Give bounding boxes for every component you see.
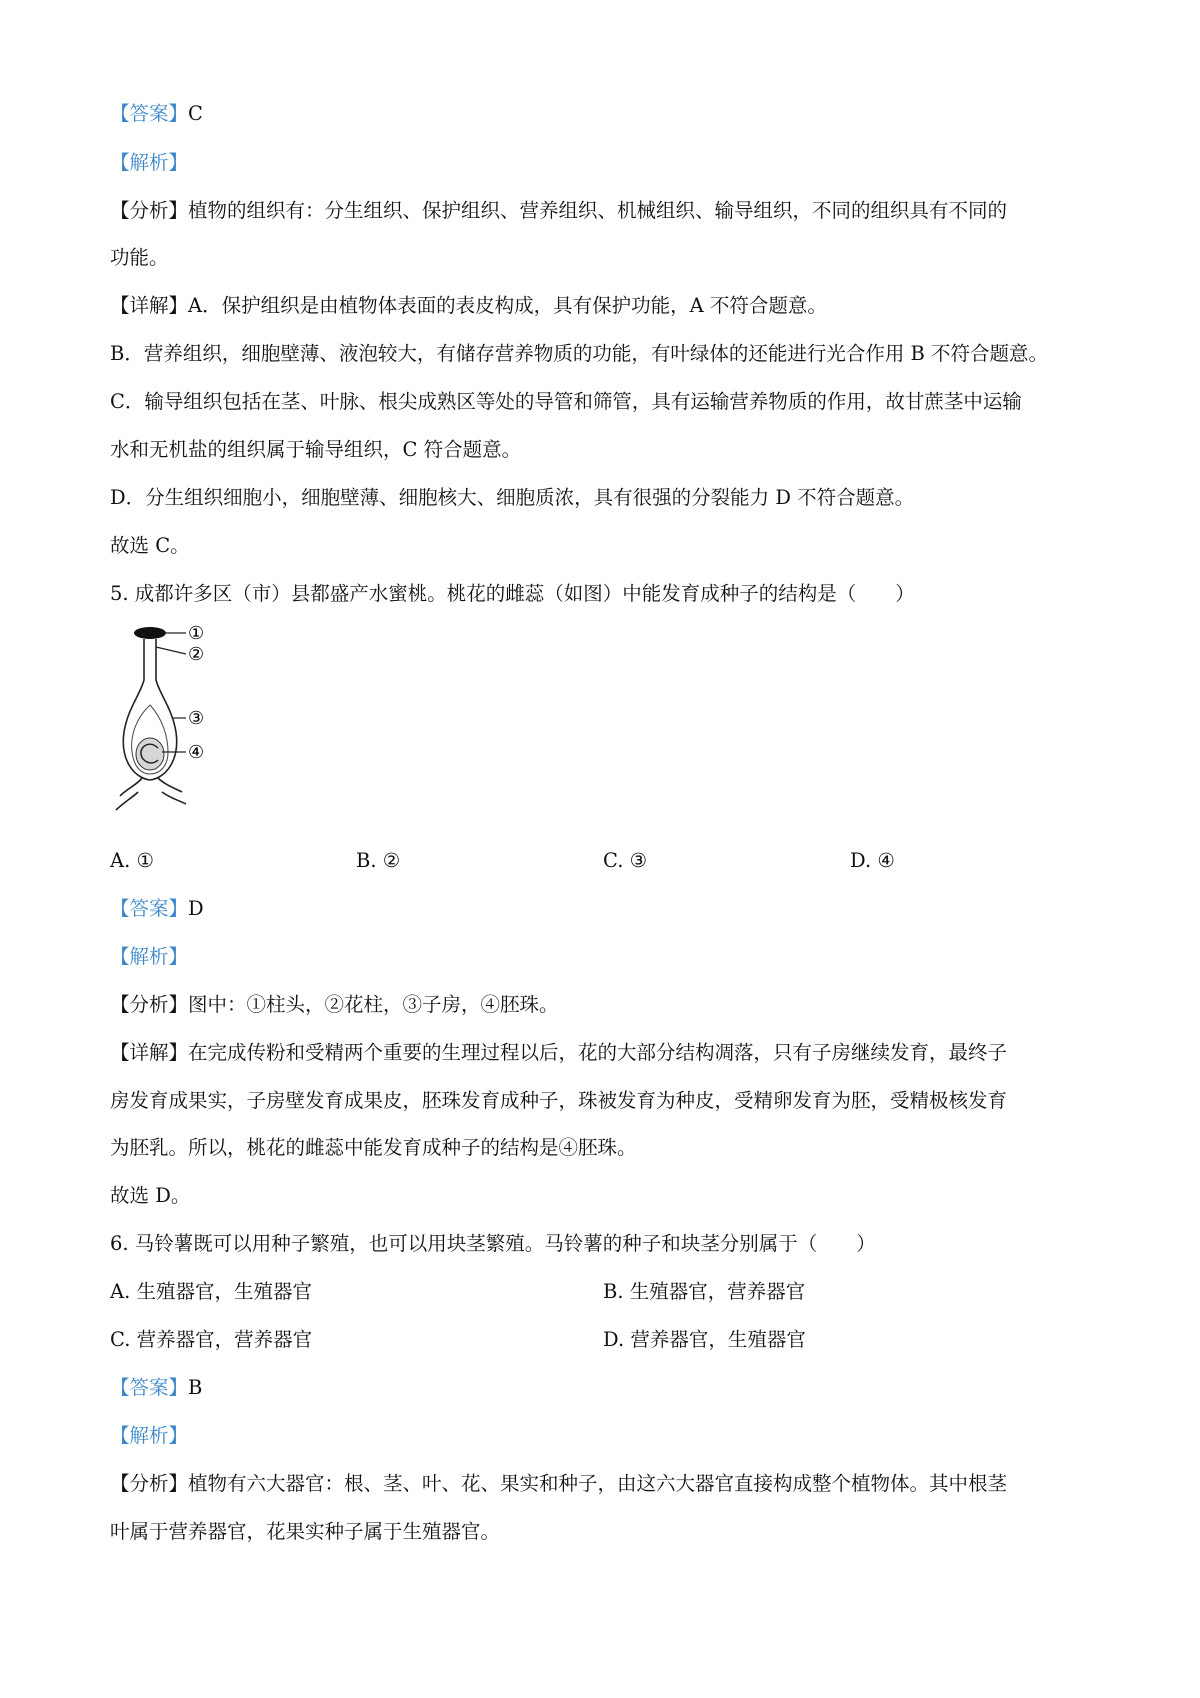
q4-choose: 故选 C。 (110, 534, 190, 557)
q6-option-b: B. 生殖器官，营养器官 (603, 1280, 806, 1303)
label-2: ② (188, 644, 205, 665)
q5-option-a: A. ① (110, 849, 154, 872)
ovule-shape (136, 738, 164, 770)
q6-fenxi: 【分析】植物有六大器官：根、茎、叶、花、果实和种子，由这六大器官直接构成整个植物体。其中根茎 (110, 1472, 1008, 1495)
q5-detail-1: 【详解】在完成传粉和受精两个重要的生理过程以后，花的大部分结构凋落，只有子房继续发育，最终子 (110, 1041, 1008, 1064)
q6-analysis-tag: 【解析】 (110, 1424, 189, 1447)
q6-option-a: A. 生殖器官，生殖器官 (110, 1280, 312, 1303)
receptacle-lines (116, 778, 186, 810)
q5-detail-3: 为胚乳。所以，桃花的雌蕊中能发育成种子的结构是④胚珠。 (110, 1136, 637, 1159)
pistil-diagram (110, 620, 240, 820)
q6-option-d: D. 营养器官，生殖器官 (603, 1328, 806, 1351)
q5-option-d: D. ④ (850, 849, 895, 872)
q5-stem: 5. 成都许多区（市）县都盛产水蜜桃。桃花的雌蕊（如图）中能发育成种子的结构是（ ） (110, 582, 915, 605)
q4-answer: 【答案】C (110, 102, 203, 125)
q4-detail-d: D．分生组织细胞小，细胞壁薄、细胞核大、细胞质浓，具有很强的分裂能力 D 不符合题意。 (110, 486, 915, 509)
q5-option-b: B. ② (356, 849, 401, 872)
q5-answer: 【答案】D (110, 897, 204, 920)
q5-analysis-tag: 【解析】 (110, 945, 189, 968)
label-1: ① (188, 623, 205, 644)
q4-fenxi: 【分析】植物的组织有：分生组织、保护组织、营养组织、机械组织、输导组织，不同的组织具有不同的 (110, 199, 1008, 222)
q4-detail-c1: C．输导组织包括在茎、叶脉、根尖成熟区等处的导管和筛管，具有运输营养物质的作用，故甘蔗茎中运输 (110, 390, 1022, 413)
label-3: ③ (188, 708, 205, 729)
q5-choose: 故选 D。 (110, 1184, 191, 1207)
q5-detail-2: 房发育成果实，子房壁发育成果皮，胚珠发育成种子，珠被发育为种皮，受精卵发育为胚，受精极核发育 (110, 1089, 1008, 1112)
stigma-shape (134, 627, 166, 639)
q6-answer: 【答案】B (110, 1376, 203, 1399)
q4-fenxi-cont: 功能。 (110, 246, 169, 269)
q5-option-c: C. ③ (603, 849, 648, 872)
pistil-figure (110, 620, 240, 820)
q5-fenxi: 【分析】图中：①柱头，②花柱，③子房，④胚珠。 (110, 993, 559, 1016)
q4-detail-a: 【详解】A．保护组织是由植物体表面的表皮构成，具有保护功能，A 不符合题意。 (110, 294, 827, 317)
q4-analysis-tag: 【解析】 (110, 151, 189, 174)
q4-detail-b: B．营养组织，细胞壁薄、液泡较大，有储存营养物质的功能，有叶绿体的还能进行光合作用 B 不符合题意。 (110, 342, 1049, 365)
q6-option-c: C. 营养器官，营养器官 (110, 1328, 313, 1351)
label-4: ④ (188, 742, 205, 763)
leader-2 (156, 647, 186, 654)
q4-detail-c2: 水和无机盐的组织属于输导组织，C 符合题意。 (110, 438, 522, 461)
q6-fenxi-cont: 叶属于营养器官，花果实种子属于生殖器官。 (110, 1520, 501, 1543)
q6-stem: 6. 马铃薯既可以用种子繁殖，也可以用块茎繁殖。马铃薯的种子和块茎分别属于（ ） (110, 1232, 876, 1255)
